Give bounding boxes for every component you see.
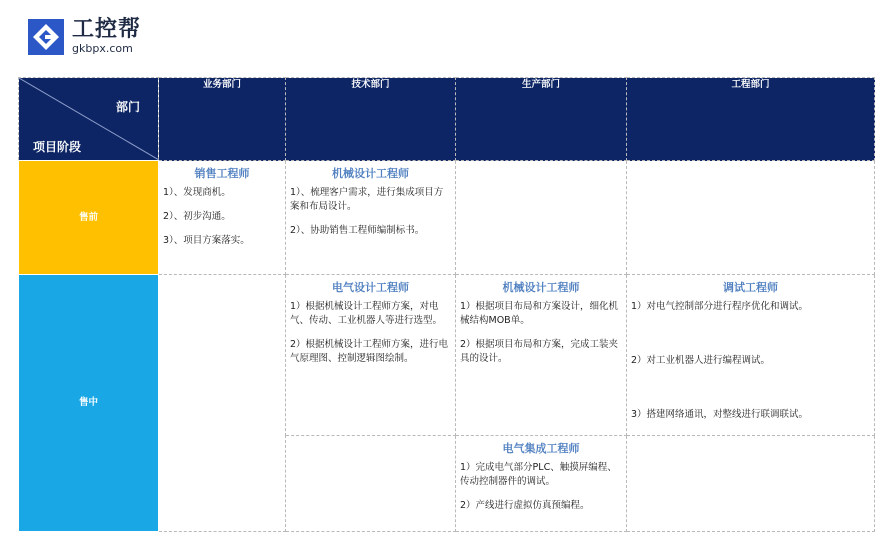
task-item: 1）根据机械设计工程师方案，对电气、传动、工业机器人等进行选型。 <box>290 301 443 326</box>
presale-tech-cell <box>286 161 456 275</box>
corner-header <box>19 78 159 161</box>
task-item: 1）根据项目布局和方案设计，细化机械结构MOB单。 <box>460 301 619 326</box>
role-title: 机械设计工程师 <box>502 281 580 294</box>
sale-tech-cell-2 <box>286 436 456 532</box>
corner-stage-label: 项目阶段 <box>33 140 82 154</box>
task-item: 3）搭建网络通讯，对整线进行联调联试。 <box>631 409 809 420</box>
role-title: 机械设计工程师 <box>332 167 409 180</box>
role-title: 电气设计工程师 <box>332 281 409 294</box>
task-item: 2）根据项目布局和方案，完成工装夹具的设计。 <box>460 339 619 364</box>
task-item: 1）完成电气部分PLC、触摸屏编程、传动控制器件的调试。 <box>460 462 617 487</box>
sale-tech-cell <box>286 275 456 436</box>
presale-engineering-cell <box>627 161 875 275</box>
dept-header-tech: 技术部门 <box>286 78 456 161</box>
task-item: 3）、项目方案落实。 <box>163 235 250 246</box>
task-item: 2）根据机械设计工程师方案，进行电气原理图、控制逻辑图绘制。 <box>290 339 449 364</box>
task-item: 2）、协助销售工程师编制标书。 <box>290 225 425 236</box>
sale-engineering-cell-2 <box>627 436 875 532</box>
brand-title: 工控帮 <box>72 17 142 42</box>
sale-production-cell-1 <box>456 275 627 436</box>
task-item: 2）产线进行虚拟仿真预编程。 <box>460 500 590 511</box>
brand-logo[interactable] <box>28 17 168 57</box>
sale-production-cell-2 <box>456 436 627 532</box>
corner-dept-label: 部门 <box>115 100 140 114</box>
stage-sale: 售中 <box>19 275 159 532</box>
sale-row-1 <box>19 275 875 436</box>
task-item: 2）、初步沟通。 <box>163 211 231 222</box>
sale-business-cell <box>159 275 286 532</box>
task-item: 1）、梳理客户需求，进行集成项目方案和布局设计。 <box>290 187 444 212</box>
presale-row <box>19 161 875 275</box>
role-title: 销售工程师 <box>194 167 250 180</box>
dept-header-production: 生产部门 <box>456 78 627 161</box>
brand-subtitle: gkbpx.com <box>72 42 133 55</box>
brand-mark-icon <box>28 19 64 55</box>
responsibility-matrix <box>18 77 875 532</box>
stage-presale: 售前 <box>19 161 159 275</box>
task-item: 2）对工业机器人进行编程调试。 <box>631 355 771 366</box>
header-row <box>19 78 875 161</box>
dept-header-business: 业务部门 <box>159 78 286 161</box>
presale-business-cell <box>159 161 286 275</box>
sale-engineering-cell <box>627 275 875 436</box>
role-title: 电气集成工程师 <box>502 442 580 455</box>
role-title: 调试工程师 <box>723 281 778 294</box>
presale-production-cell <box>456 161 627 275</box>
task-item: 1）、发现商机。 <box>163 187 231 198</box>
task-item: 1）对电气控制部分进行程序优化和调试。 <box>631 301 809 312</box>
dept-header-engineering: 工程部门 <box>627 78 875 161</box>
